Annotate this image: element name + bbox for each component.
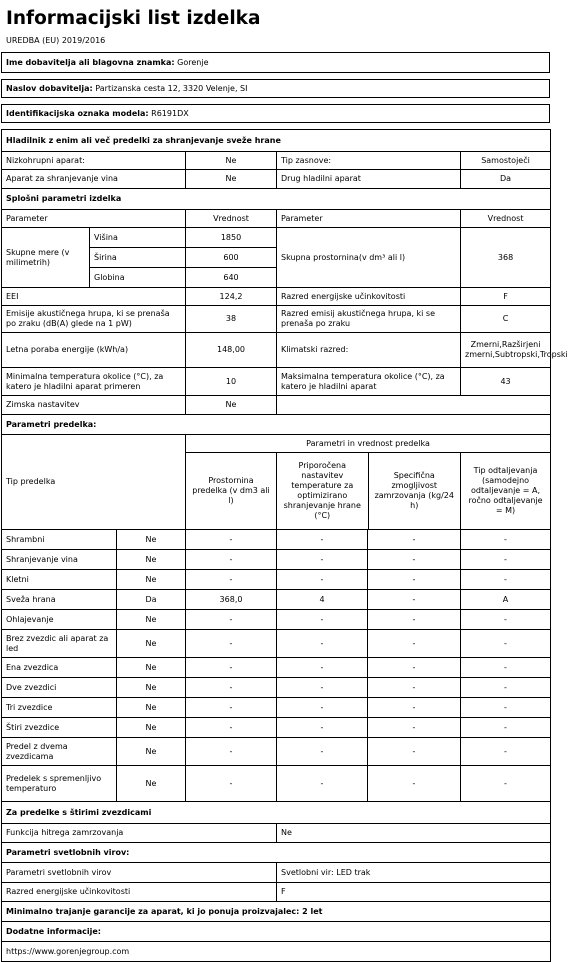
energy-class-value: F bbox=[461, 288, 551, 306]
empty-cell bbox=[277, 396, 551, 415]
compartment-defrost: - bbox=[461, 530, 551, 550]
compartment-temperature: - bbox=[277, 738, 368, 766]
compartment-name: Dve zvezdici bbox=[2, 678, 117, 698]
height-value: 1850 bbox=[186, 228, 277, 248]
compartment-defrost: - bbox=[461, 738, 551, 766]
table-row bbox=[2, 630, 551, 658]
compartment-freezing: - bbox=[368, 610, 461, 630]
table-row bbox=[2, 738, 551, 766]
design-type-value: Samostoječi bbox=[461, 152, 551, 170]
compartment-volume: - bbox=[186, 738, 277, 766]
compartment-defrost: A bbox=[461, 590, 551, 610]
compartment-type-header: Tip predelka bbox=[2, 435, 186, 530]
table-row bbox=[2, 610, 551, 630]
compartment-present: Ne bbox=[117, 658, 186, 678]
compartment-freezing: - bbox=[368, 738, 461, 766]
compartment-temperature: 4 bbox=[277, 590, 368, 610]
compartment-defrost: - bbox=[461, 570, 551, 590]
compartment-present: Ne bbox=[117, 610, 186, 630]
compartment-name: Shrambni bbox=[2, 530, 117, 550]
compartment-temperature: - bbox=[277, 718, 368, 738]
light-section-heading: Parametri svetlobnih virov: bbox=[2, 843, 551, 863]
max-ambient-value: 43 bbox=[461, 368, 551, 396]
address-value: Partizanska cesta 12, 3320 Velenje, SI bbox=[95, 83, 248, 93]
fast-freeze-label: Funkcija hitrega zamrzovanja bbox=[2, 824, 277, 843]
table-row bbox=[2, 550, 551, 570]
extra-info-link[interactable]: https://www.gorenjegroup.com bbox=[2, 942, 551, 962]
winter-setting-value: Ne bbox=[186, 396, 277, 415]
compartment-temperature: - bbox=[277, 630, 368, 658]
compartment-freezing-header: Specifična zmogljivost zamrzovanja (kg/24 h) bbox=[374, 471, 454, 510]
compartment-name: Tri zvezdice bbox=[2, 698, 117, 718]
compartment-temperature: - bbox=[277, 766, 368, 802]
noise-emission-value: 38 bbox=[186, 306, 277, 333]
table-row bbox=[2, 570, 551, 590]
climate-class-label: Klimatski razred: bbox=[277, 333, 461, 368]
compartment-present: Ne bbox=[117, 678, 186, 698]
compartment-defrost: - bbox=[461, 718, 551, 738]
wine-storage-label: Aparat za shranjevanje vina bbox=[2, 170, 186, 189]
total-volume-label: Skupna prostornina(v dm³ ali l) bbox=[277, 228, 461, 288]
compartment-freezing: - bbox=[368, 658, 461, 678]
compartment-defrost: - bbox=[461, 658, 551, 678]
address-table bbox=[1, 79, 550, 98]
compartment-freezing: - bbox=[368, 530, 461, 550]
model-value: R6191DX bbox=[151, 108, 189, 118]
compartment-defrost: - bbox=[461, 678, 551, 698]
depth-label: Globina bbox=[90, 268, 186, 288]
max-ambient-label: Maksimalna temperatura okolice (°C), za katero je hladilni aparat bbox=[277, 368, 461, 396]
noise-class-value: C bbox=[461, 306, 551, 333]
light-energy-class-label: Razred energijske učinkovitosti bbox=[2, 883, 277, 902]
light-source-value: Svetlobni vir: LED trak bbox=[277, 863, 551, 883]
noise-class-label: Razred emisij akustičnega hrupa, ki se prenaša po zraku bbox=[277, 306, 461, 333]
compartment-freezing: - bbox=[368, 766, 461, 802]
compartment-defrost: - bbox=[461, 698, 551, 718]
address-cell bbox=[2, 80, 550, 98]
compartment-temperature: - bbox=[277, 610, 368, 630]
compartment-volume: - bbox=[186, 678, 277, 698]
compartment-temperature: - bbox=[277, 530, 368, 550]
total-volume-value: 368 bbox=[461, 228, 551, 288]
compartment-present: Ne bbox=[117, 630, 186, 658]
compartment-present: Ne bbox=[117, 570, 186, 590]
compartment-freezing: - bbox=[368, 570, 461, 590]
compartment-defrost-header: Tip odtaljevanja (samodejno odtaljevanje = A, ročno odtaljevanje = M) bbox=[461, 453, 551, 530]
eei-label: EEI bbox=[2, 288, 186, 306]
model-cell bbox=[2, 105, 550, 123]
compartment-name: Predelek s spremenljivo temperaturo bbox=[2, 766, 117, 802]
compartment-freezing: - bbox=[368, 590, 461, 610]
appliance-section-heading: Hladilnik z enim ali več predelki za shranjevanje sveže hrane bbox=[2, 130, 551, 152]
climate-class-value: Zmerni,Razširjeni zmerni,Subtropski,Tropski bbox=[461, 333, 551, 368]
compartment-volume: - bbox=[186, 766, 277, 802]
compartment-name: Štiri zvezdice bbox=[2, 718, 117, 738]
fast-freeze-value: Ne bbox=[277, 824, 551, 843]
compartment-name: Shranjevanje vina bbox=[2, 550, 117, 570]
compartment-present: Ne bbox=[117, 738, 186, 766]
compartment-volume: 368,0 bbox=[186, 590, 277, 610]
compartment-freezing: - bbox=[368, 550, 461, 570]
width-label: Širina bbox=[90, 248, 186, 268]
annual-energy-label: Letna poraba energije (kWh/a) bbox=[2, 333, 186, 368]
general-section-heading: Splošni parametri izdelka bbox=[2, 189, 551, 210]
compartment-name: Sveža hrana bbox=[2, 590, 117, 610]
extra-info-heading: Dodatne informacije: bbox=[2, 922, 551, 942]
wine-storage-value: Ne bbox=[186, 170, 277, 189]
compartment-volume: - bbox=[186, 570, 277, 590]
general-header-parameter-2: Parameter bbox=[277, 210, 461, 228]
other-refrigerator-value: Da bbox=[461, 170, 551, 189]
compartment-temperature-header: Priporočena nastavitev temperature za optimizirano shranjevanje hrane (°C) bbox=[277, 453, 369, 529]
supplier-value: Gorenje bbox=[177, 57, 209, 67]
annual-energy-value: 148,00 bbox=[186, 333, 277, 368]
table-row bbox=[2, 658, 551, 678]
compartment-name: Kletni bbox=[2, 570, 117, 590]
compartment-defrost: - bbox=[461, 610, 551, 630]
compartment-name: Ohlajevanje bbox=[2, 610, 117, 630]
compartment-name: Predel z dvema zvezdicama bbox=[2, 738, 117, 766]
depth-value: 640 bbox=[186, 268, 277, 288]
compartment-params-header: Parametri in vrednost predelka bbox=[186, 435, 551, 453]
compartment-name: Ena zvezdica bbox=[2, 658, 117, 678]
min-ambient-label: Minimalna temperatura okolice (°C), za katero je hladilni aparat primeren bbox=[2, 368, 186, 396]
compartment-volume: - bbox=[186, 550, 277, 570]
general-header-value: Vrednost bbox=[186, 210, 277, 228]
min-ambient-value: 10 bbox=[186, 368, 277, 396]
light-source-label: Parametri svetlobnih virov bbox=[2, 863, 277, 883]
compartment-freezing: - bbox=[368, 718, 461, 738]
compartment-present: Ne bbox=[117, 766, 186, 802]
other-refrigerator-label: Drug hladilni aparat bbox=[277, 170, 461, 189]
model-table bbox=[1, 104, 550, 123]
compartment-defrost: - bbox=[461, 550, 551, 570]
address-label: Naslov dobavitelja: bbox=[6, 83, 93, 93]
supplier-cell bbox=[2, 53, 550, 73]
compartment-volume: - bbox=[186, 610, 277, 630]
compartment-present: Da bbox=[117, 590, 186, 610]
compartment-volume: - bbox=[186, 630, 277, 658]
compartment-temperature: - bbox=[277, 698, 368, 718]
compartment-defrost: - bbox=[461, 766, 551, 802]
height-label: Višina bbox=[90, 228, 186, 248]
compartment-volume: - bbox=[186, 718, 277, 738]
table-row bbox=[2, 530, 551, 550]
compartment-freezing: - bbox=[368, 678, 461, 698]
table-row bbox=[2, 698, 551, 718]
compartment-name: Brez zvezdic ali aparat za led bbox=[2, 630, 117, 658]
table-row bbox=[2, 766, 551, 802]
general-header-parameter: Parameter bbox=[2, 210, 186, 228]
eei-value: 124,2 bbox=[186, 288, 277, 306]
winter-setting-label: Zimska nastavitev bbox=[2, 396, 186, 415]
table-row bbox=[2, 590, 551, 610]
design-type-label: Tip zasnove: bbox=[277, 152, 461, 170]
noise-emission-label: Emisije akustičnega hrupa, ki se prenaša po zraku (dB(A) glede na 1 pW) bbox=[2, 306, 186, 333]
compartment-freezing: - bbox=[368, 698, 461, 718]
compartment-present: Ne bbox=[117, 550, 186, 570]
compartment-volume: - bbox=[186, 698, 277, 718]
compartments-table bbox=[1, 529, 551, 802]
compartment-temperature: - bbox=[277, 550, 368, 570]
compartment-subheader-group bbox=[277, 453, 461, 530]
guarantee-text: Minimalno trajanje garancije za aparat, ki jo ponuja proizvajalec: 2 let bbox=[2, 902, 551, 922]
compartment-defrost: - bbox=[461, 630, 551, 658]
main-parameters-table bbox=[1, 129, 568, 530]
supplier-table bbox=[1, 52, 550, 73]
light-energy-class-value: F bbox=[277, 883, 551, 902]
compartment-present: Ne bbox=[117, 530, 186, 550]
compartment-temperature: - bbox=[277, 658, 368, 678]
supplier-label: Ime dobavitelja ali blagovna znamka: bbox=[6, 57, 175, 67]
page-title: Informacijski list izdelka bbox=[6, 8, 261, 29]
compartment-freezing: - bbox=[368, 630, 461, 658]
general-header-value-2: Vrednost bbox=[461, 210, 551, 228]
dimensions-label: Skupne mere (v milimetrih) bbox=[2, 228, 90, 288]
low-noise-value: Ne bbox=[186, 152, 277, 170]
compartment-volume: - bbox=[186, 658, 277, 678]
table-row bbox=[2, 718, 551, 738]
model-label: Identifikacijska oznaka modela: bbox=[6, 108, 149, 118]
compartment-present: Ne bbox=[117, 718, 186, 738]
table-row bbox=[2, 678, 551, 698]
width-value: 600 bbox=[186, 248, 277, 268]
extra-table bbox=[1, 801, 551, 962]
compartment-volume: - bbox=[186, 530, 277, 550]
four-star-section-heading: Za predelke s štirimi zvezdicami bbox=[2, 802, 551, 824]
compartment-volume-header: Prostornina predelka (v dm3 ali l) bbox=[186, 453, 277, 530]
energy-class-label: Razred energijske učinkovitosti bbox=[277, 288, 461, 306]
compartments-section-heading: Parametri predelka: bbox=[2, 415, 551, 435]
low-noise-label: Nizkohrupni aparat: bbox=[2, 152, 186, 170]
compartment-temperature: - bbox=[277, 570, 368, 590]
compartment-temperature: - bbox=[277, 678, 368, 698]
regulation-reference: UREDBA (EU) 2019/2016 bbox=[6, 36, 106, 45]
compartment-present: Ne bbox=[117, 698, 186, 718]
